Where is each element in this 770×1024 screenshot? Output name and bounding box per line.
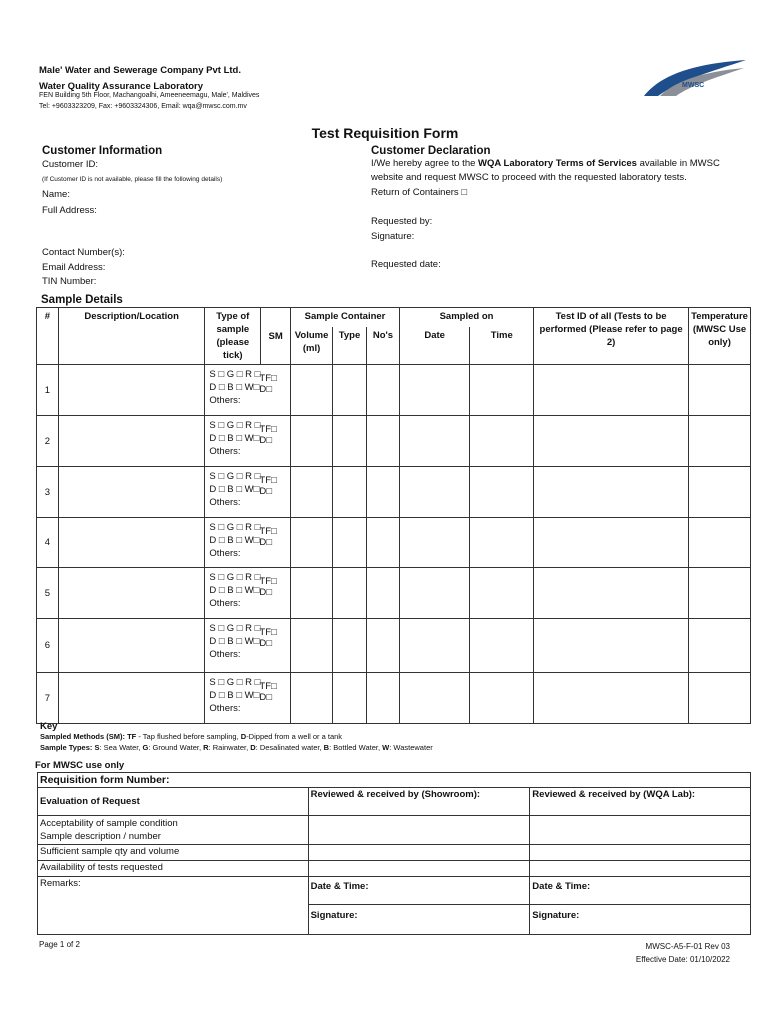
sample-type-line1[interactable]: S □ G □ R □ [209, 420, 261, 431]
company-contact: Tel: +9603323209, Fax: +9603324306, Email: wqa@mwsc.com.mv [39, 102, 247, 110]
sample-type-line2[interactable]: D □ B □ W□ [209, 433, 260, 444]
col-sampled-on: Sampled on [399, 308, 533, 327]
key-heading: Key [40, 721, 58, 732]
remarks-label: Remarks: [40, 878, 81, 889]
mwsc-use-heading: For MWSC use only [35, 760, 125, 771]
date-field[interactable] [399, 568, 470, 619]
key-text: : Ground Water, [148, 742, 204, 752]
row-number: 7 [37, 673, 59, 724]
effective-date: Effective Date: 01/10/2022 [635, 955, 730, 964]
declaration-text-part: available in MWSC website and request MWSC to proceed with the requested laboratory tests. [371, 158, 720, 183]
date-field[interactable] [399, 518, 470, 568]
company-address: FEN Building 5th Floor, Machangoalhi, Ameeneemagu, Male', Maldives [39, 92, 260, 99]
sample-type-cell[interactable] [205, 467, 291, 518]
volume-field[interactable] [291, 619, 333, 673]
full-address-label: Full Address: [42, 205, 97, 216]
sm-d-checkbox[interactable]: D□ [259, 486, 273, 497]
sample-details-heading: Sample Details [41, 294, 123, 306]
contact-numbers-label: Contact Number(s): [42, 247, 125, 258]
time-field[interactable] [470, 619, 534, 673]
sample-type-line2[interactable]: D □ B □ W□ [209, 636, 260, 647]
sm-tf-checkbox[interactable]: TF□ [259, 475, 277, 486]
volume-field[interactable] [291, 518, 333, 568]
col-temperature: Temperature (MWSC Use only) [689, 308, 751, 365]
time-field[interactable] [470, 416, 534, 467]
date-field[interactable] [399, 619, 470, 673]
customer-info-heading: Customer Information [42, 145, 163, 157]
temperature-field[interactable] [689, 416, 751, 467]
key-text: : Desalinated water, [255, 742, 324, 752]
description-field[interactable] [58, 467, 205, 518]
criteria-tests-available: Availability of tests requested [38, 861, 309, 877]
document-id-block [636, 940, 730, 966]
container-type-field[interactable] [333, 673, 367, 724]
key-text: -Dipped from a well or a tank [246, 732, 343, 741]
name-label: Name: [42, 189, 70, 200]
nos-field[interactable] [366, 673, 399, 724]
key-text: : Bottled Water, [329, 742, 383, 752]
sample-type-line2[interactable]: D □ B □ W□ [209, 690, 260, 701]
lab-field[interactable] [530, 861, 751, 877]
key-text: W [382, 742, 390, 752]
key-text: - Tap flushed before sampling, [136, 732, 241, 741]
nos-field[interactable] [366, 416, 399, 467]
lab-signature: Signature: [530, 905, 751, 935]
declaration-text-part: I/We hereby agree to the [371, 158, 479, 169]
sample-type-others: Others: [209, 395, 241, 406]
row-number: 2 [37, 416, 59, 467]
container-type-field[interactable] [333, 416, 367, 467]
col-volume: Volume (ml) [291, 327, 333, 365]
container-type-field[interactable] [333, 619, 367, 673]
criteria-cell [38, 816, 309, 845]
tests-field[interactable] [534, 467, 689, 518]
lab-field[interactable] [530, 845, 751, 861]
time-field[interactable] [470, 568, 534, 619]
time-field[interactable] [470, 467, 534, 518]
sample-details-table [36, 307, 751, 724]
sm-tf-checkbox[interactable]: TF□ [259, 526, 277, 537]
col-time: Time [470, 327, 534, 365]
sample-type-others: Others: [209, 703, 241, 714]
description-field[interactable] [58, 518, 205, 568]
key-text: D [250, 742, 256, 752]
col-sm: SM [261, 308, 291, 365]
description-field[interactable] [58, 416, 205, 467]
lab-date-time: Date & Time: [530, 877, 751, 905]
col-description: Description/Location [58, 308, 205, 365]
volume-field[interactable] [291, 416, 333, 467]
nos-field[interactable] [366, 619, 399, 673]
reviewed-showroom-label: Reviewed & received by (Showroom): [308, 788, 530, 816]
table-row [37, 518, 751, 568]
sm-d-checkbox[interactable]: D□ [259, 587, 273, 598]
sample-type-cell[interactable] [205, 673, 291, 724]
showroom-date-time: Date & Time: [308, 877, 530, 905]
sample-type-line1[interactable]: S □ G □ R □ [209, 522, 261, 533]
criteria-sample-condition: Acceptability of sample condition [40, 818, 178, 829]
nos-field[interactable] [366, 518, 399, 568]
sample-type-others: Others: [209, 598, 241, 609]
sm-tf-checkbox[interactable]: TF□ [259, 373, 277, 384]
row-number: 1 [37, 365, 59, 416]
tin-label: TIN Number: [42, 276, 97, 287]
signature-label: Signature: [371, 231, 415, 242]
col-number: # [37, 308, 59, 365]
container-type-field[interactable] [333, 365, 367, 416]
key-text: : Rainwater, [208, 742, 251, 752]
sm-d-checkbox[interactable]: D□ [259, 435, 273, 446]
volume-field[interactable] [291, 467, 333, 518]
table-row [37, 365, 751, 416]
nos-field[interactable] [366, 365, 399, 416]
page-number: Page 1 of 2 [39, 940, 80, 949]
volume-field[interactable] [291, 568, 333, 619]
volume-field[interactable] [291, 365, 333, 416]
table-row [37, 568, 751, 619]
sample-type-cell[interactable] [205, 568, 291, 619]
reviewed-lab-label: Reviewed & received by (WQA Lab): [530, 788, 751, 816]
container-type-field[interactable] [333, 467, 367, 518]
showroom-field[interactable] [308, 861, 530, 877]
tests-field[interactable] [534, 518, 689, 568]
temperature-field[interactable] [689, 619, 751, 673]
company-address-block [39, 91, 259, 112]
sm-tf-checkbox[interactable]: TF□ [259, 681, 277, 692]
tests-field[interactable] [534, 673, 689, 724]
criteria-sample-qty: Sufficient sample qty and volume [38, 845, 309, 861]
evaluation-label: Evaluation of Request [38, 788, 309, 816]
description-field[interactable] [58, 568, 205, 619]
key-section [40, 721, 433, 753]
col-date: Date [399, 327, 470, 365]
temperature-field[interactable] [689, 365, 751, 416]
showroom-signature: Signature: [308, 905, 530, 935]
lab-name: Water Quality Assurance Laboratory [39, 81, 204, 92]
sample-type-line1[interactable]: S □ G □ R □ [209, 369, 261, 380]
temperature-field[interactable] [689, 518, 751, 568]
requested-date-label: Requested date: [371, 259, 441, 270]
showroom-field[interactable] [308, 816, 530, 845]
tests-field[interactable] [534, 365, 689, 416]
return-containers-checkbox[interactable]: Return of Containers □ [371, 187, 468, 198]
date-field[interactable] [399, 416, 470, 467]
sample-type-line1[interactable]: S □ G □ R □ [209, 471, 261, 482]
sample-type-cell[interactable] [205, 416, 291, 467]
key-text: Sampled Methods (SM): TF [40, 732, 137, 741]
sm-tf-checkbox[interactable]: TF□ [259, 424, 277, 435]
sample-type-line2[interactable]: D □ B □ W□ [209, 585, 260, 596]
logo-text: MWSC [682, 82, 705, 89]
logo-swoosh-icon [640, 58, 748, 100]
sample-type-line1[interactable]: S □ G □ R □ [209, 572, 261, 583]
date-field[interactable] [399, 673, 470, 724]
email-label: Email Address: [42, 262, 106, 273]
sample-type-line1[interactable]: S □ G □ R □ [209, 677, 261, 688]
temperature-field[interactable] [689, 467, 751, 518]
table-row [37, 416, 751, 467]
criteria-sample-description: Sample description / number [40, 831, 161, 842]
company-name: Male' Water and Sewerage Company Pvt Ltd. [39, 65, 241, 76]
remarks-field[interactable] [38, 877, 309, 935]
sample-type-cell[interactable] [205, 619, 291, 673]
temperature-field[interactable] [689, 673, 751, 724]
sample-type-cell[interactable] [205, 365, 291, 416]
sample-rows [37, 365, 751, 724]
customer-id-label: Customer ID: [42, 159, 98, 170]
description-field[interactable] [58, 365, 205, 416]
sm-d-checkbox[interactable]: D□ [259, 638, 273, 649]
sm-tf-checkbox[interactable]: TF□ [259, 576, 277, 587]
key-text: B [323, 742, 330, 752]
mwsc-use-table [37, 772, 751, 935]
sample-type-others: Others: [209, 497, 241, 508]
description-field[interactable] [58, 673, 205, 724]
sm-d-checkbox[interactable]: D□ [259, 692, 273, 703]
mwsc-logo [640, 58, 748, 100]
row-number: 3 [37, 467, 59, 518]
row-number: 5 [37, 568, 59, 619]
sm-d-checkbox[interactable]: D□ [259, 384, 273, 395]
key-text: G [142, 742, 149, 752]
sample-type-others: Others: [209, 649, 241, 660]
tests-field[interactable] [534, 568, 689, 619]
sample-type-line2[interactable]: D □ B □ W□ [209, 382, 260, 393]
table-row [37, 673, 751, 724]
showroom-field[interactable] [308, 845, 530, 861]
customer-declaration-heading: Customer Declaration [371, 145, 491, 157]
key-text: R [203, 742, 209, 752]
declaration-text [371, 157, 751, 185]
time-field[interactable] [470, 518, 534, 568]
row-number: 4 [37, 518, 59, 568]
sample-type-cell[interactable] [205, 518, 291, 568]
sample-type-line1[interactable]: S □ G □ R □ [209, 623, 261, 634]
sample-type-others: Others: [209, 548, 241, 559]
sample-type-line2[interactable]: D □ B □ W□ [209, 535, 260, 546]
document-id: MWSC-A5-F-01 Rev 03 [645, 942, 730, 951]
sm-d-checkbox[interactable]: D□ [259, 537, 273, 548]
nos-field[interactable] [366, 467, 399, 518]
col-container-type: Type [333, 327, 367, 365]
time-field[interactable] [470, 673, 534, 724]
lab-field[interactable] [530, 816, 751, 845]
sample-type-line2[interactable]: D □ B □ W□ [209, 484, 260, 495]
sm-tf-checkbox[interactable]: TF□ [259, 627, 277, 638]
key-text: D [240, 732, 247, 741]
time-field[interactable] [470, 365, 534, 416]
requested-by-label: Requested by: [371, 216, 433, 227]
key-text: : Wastewater [389, 742, 433, 752]
col-type: Type of sample (please tick) [205, 308, 261, 365]
table-row [37, 619, 751, 673]
nos-field[interactable] [366, 568, 399, 619]
date-field[interactable] [399, 365, 470, 416]
col-nos: No's [366, 327, 399, 365]
tests-field[interactable] [534, 416, 689, 467]
date-field[interactable] [399, 467, 470, 518]
key-text: Sample Types: S [40, 742, 100, 752]
key-text: : Sea Water, [99, 742, 143, 752]
requisition-number-label: Requisition form Number: [38, 773, 751, 788]
col-tests: Test ID of all (Tests to be performed (Please refer to page 2) [534, 308, 689, 365]
customer-id-note: (If Customer ID is not available, please fill the following details) [42, 176, 223, 183]
page-title: Test Requisition Form [311, 125, 459, 141]
description-field[interactable] [58, 619, 205, 673]
terms-of-service-link[interactable]: WQA Laboratory Terms of Services [478, 158, 637, 169]
tests-field[interactable] [534, 619, 689, 673]
col-sample-container: Sample Container [291, 308, 400, 327]
table-row [37, 467, 751, 518]
temperature-field[interactable] [689, 568, 751, 619]
key-types [40, 743, 433, 754]
key-methods [40, 732, 433, 743]
container-type-field[interactable] [333, 568, 367, 619]
volume-field[interactable] [291, 673, 333, 724]
sample-type-others: Others: [209, 446, 241, 457]
container-type-field[interactable] [333, 518, 367, 568]
row-number: 6 [37, 619, 59, 673]
